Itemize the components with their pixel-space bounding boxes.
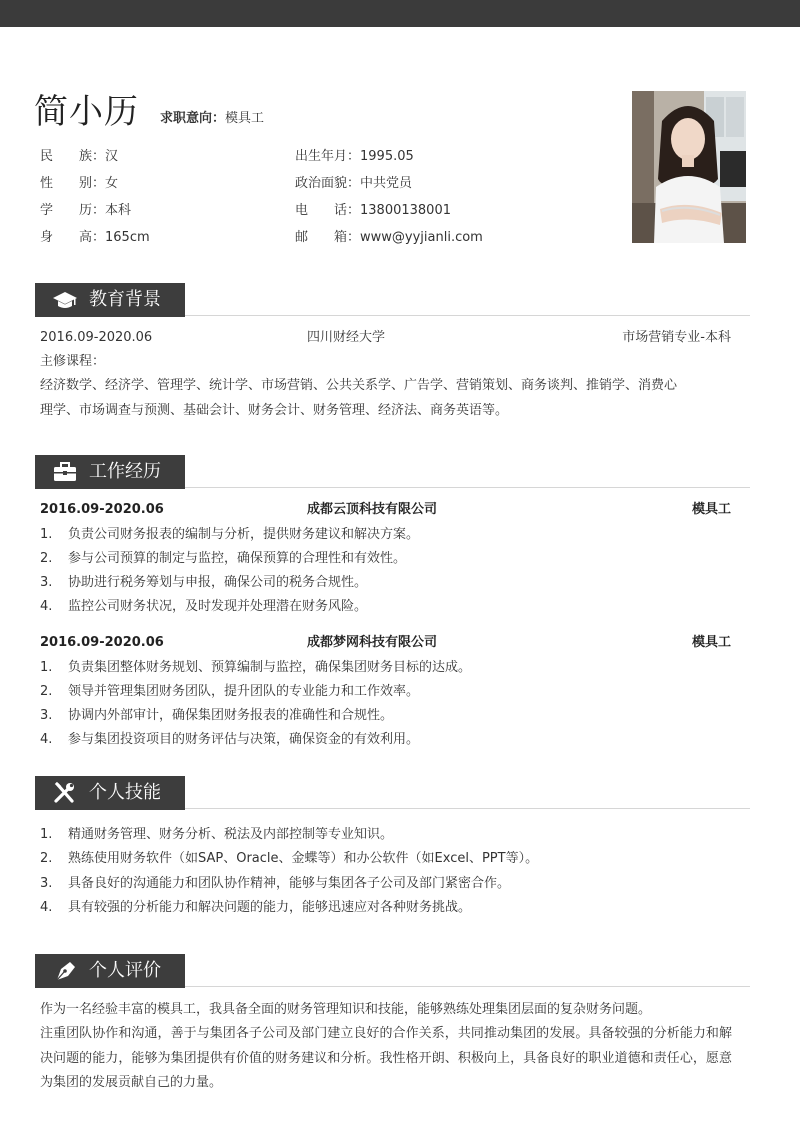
section-evaluation-header	[35, 954, 750, 988]
courses-line-2: 理学、市场调查与预测、基础会计、财务会计、财务管理、经济法、商务英语等。	[40, 403, 509, 418]
info-value: 13800138001	[360, 203, 451, 218]
section-divider	[185, 808, 750, 809]
section-tab	[35, 776, 185, 810]
item-text: 领导并管理集团财务团队，提升团队的专业能力和工作效率。	[68, 684, 420, 699]
job-period: 2016.09-2020.06	[40, 635, 164, 650]
job-intent-value: 模具工	[225, 111, 265, 126]
info-height	[40, 229, 150, 247]
info-education	[40, 202, 131, 220]
section-title: 教育背景	[89, 289, 161, 310]
candidate-name: 简小历	[34, 92, 139, 132]
evaluation-line-1: 作为一名经验丰富的模具工，我具备全面的财务管理知识和技能，能够熟练处理集团层面的复杂财务问题。	[40, 1002, 652, 1017]
item-number: 2.	[40, 851, 53, 866]
item-text: 协调内外部审计，确保集团财务报表的准确性和合规性。	[68, 708, 394, 723]
section-tab	[35, 954, 185, 988]
item-text: 负责集团整体财务规划、预算编制与监控，确保集团财务目标的达成。	[68, 660, 472, 675]
job-company: 成都梦网科技有限公司	[307, 635, 438, 650]
info-key: 邮 箱：	[295, 230, 361, 245]
info-gender	[40, 175, 118, 193]
item-number: 3.	[40, 575, 53, 590]
item-number: 3.	[40, 876, 53, 891]
info-key: 身 高：	[40, 230, 106, 245]
pen-icon	[53, 960, 77, 982]
info-key: 学 历：	[40, 203, 106, 218]
education-major: 市场营销专业-本科	[622, 330, 731, 345]
info-key: 电 话：	[295, 203, 361, 218]
info-value: 女	[105, 176, 119, 191]
info-value: 汉	[105, 149, 119, 164]
section-divider	[185, 315, 750, 316]
item-text: 熟练使用财务软件（如SAP、Oracle、金蝶等）和办公软件（如Excel、PPT等）。	[68, 851, 539, 866]
education-school: 四川财经大学	[307, 330, 386, 345]
info-value: 本科	[105, 203, 132, 218]
profile-photo-illustration	[632, 91, 746, 243]
item-number: 1.	[40, 660, 53, 675]
item-text: 负责公司财务报表的编制与分析，提供财务建议和解决方案。	[68, 527, 420, 542]
profile-photo	[632, 91, 746, 243]
job-role: 模具工	[691, 502, 731, 517]
item-text: 参与公司预算的制定与监控，确保预算的合理性和有效性。	[68, 551, 407, 566]
info-phone	[295, 202, 451, 220]
section-title: 个人评价	[89, 960, 161, 981]
item-number: 2.	[40, 551, 53, 566]
info-email	[295, 229, 483, 247]
item-number: 2.	[40, 684, 53, 699]
section-skills-header	[35, 776, 750, 810]
item-number: 4.	[40, 900, 53, 915]
skill-item	[40, 826, 730, 844]
job-duty-item	[40, 731, 730, 749]
job-duty-item	[40, 707, 730, 725]
item-text: 参与集团投资项目的财务评估与决策，确保资金的有效利用。	[68, 732, 420, 747]
graduation-cap-icon	[53, 289, 77, 311]
job-intent	[160, 110, 264, 128]
item-number: 1.	[40, 527, 53, 542]
info-value: www@yyjianli.com	[360, 230, 483, 245]
section-title: 个人技能	[89, 782, 161, 803]
skill-item	[40, 875, 730, 893]
info-key: 民 族：	[40, 149, 106, 164]
evaluation-paragraph: 注重团队协作和沟通，善于与集团各子公司及部门建立良好的合作关系，共同推动集团的发展。具备较强的分析能力和解决问题的能力，能够为集团提供有价值的财务建议和分析。我性格开朗、积极向上，具备良好的职业道德和责任心，愿意为集团的发展贡献自己的力量。	[40, 1026, 732, 1090]
section-divider	[185, 487, 750, 488]
item-text: 具有较强的分析能力和解决问题的能力，能够迅速应对各种财务挑战。	[68, 900, 472, 915]
job-period: 2016.09-2020.06	[40, 502, 164, 517]
briefcase-icon	[53, 461, 77, 483]
job-duty-item	[40, 526, 730, 544]
info-key: 性 别：	[40, 176, 106, 191]
section-education-header	[35, 283, 750, 317]
item-number: 3.	[40, 708, 53, 723]
section-work-header	[35, 455, 750, 489]
job-duty-item	[40, 574, 730, 592]
item-number: 4.	[40, 599, 53, 614]
job-duty-item	[40, 659, 730, 677]
info-value: 1995.05	[360, 149, 414, 164]
education-period: 2016.09-2020.06	[40, 330, 153, 345]
skill-item	[40, 850, 730, 868]
info-ethnicity	[40, 148, 118, 166]
job-intent-label: 求职意向：	[160, 111, 226, 126]
info-key: 出生年月：	[295, 149, 361, 164]
info-value: 中共党员	[360, 176, 413, 191]
section-tab	[35, 283, 185, 317]
tools-icon	[53, 782, 77, 804]
info-birth	[295, 148, 414, 166]
courses-label: 主修课程：	[40, 354, 106, 369]
job-company: 成都云顶科技有限公司	[307, 502, 438, 517]
item-text: 协助进行税务筹划与申报，确保公司的税务合规性。	[68, 575, 368, 590]
item-text: 监控公司财务状况，及时发现并处理潜在财务风险。	[68, 599, 368, 614]
info-key: 政治面貌：	[295, 176, 361, 191]
job-role: 模具工	[691, 635, 731, 650]
info-political	[295, 175, 412, 193]
skill-item	[40, 899, 730, 917]
courses-line-1: 经济数学、经济学、管理学、统计学、市场营销、公共关系学、广告学、营销策划、商务谈判、推销学、消费心	[40, 378, 678, 393]
top-bar	[0, 0, 800, 27]
job-duty-item	[40, 550, 730, 568]
job-duty-item	[40, 598, 730, 616]
item-number: 1.	[40, 827, 53, 842]
item-number: 4.	[40, 732, 53, 747]
item-text: 精通财务管理、财务分析、税法及内部控制等专业知识。	[68, 827, 394, 842]
job-duty-item	[40, 683, 730, 701]
info-value: 165cm	[105, 230, 150, 245]
section-tab	[35, 455, 185, 489]
section-title: 工作经历	[89, 461, 161, 482]
section-divider	[185, 986, 750, 987]
item-text: 具备良好的沟通能力和团队协作精神，能够与集团各子公司及部门紧密合作。	[68, 876, 511, 891]
